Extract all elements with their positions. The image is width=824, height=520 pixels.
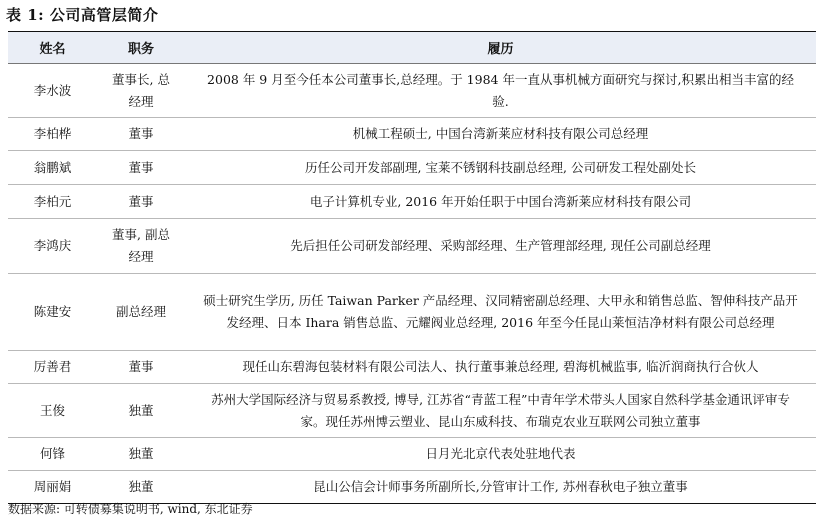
table-row [8,118,816,151]
table-header-row [8,32,816,64]
table-row [8,274,816,351]
cell-name: 何锋 [8,438,97,471]
header-bio: 履历 [185,32,816,64]
cell-name: 王俊 [8,384,97,438]
cell-bio: 历任公司开发部副理, 宝莱不锈钢科技副总经理, 公司研发工程处副处长 [185,151,816,185]
cell-position: 独董 [97,384,185,438]
cell-name: 李柏桦 [8,118,97,151]
header-name: 姓名 [8,32,97,64]
table-row [8,64,816,118]
cell-name: 李鸿庆 [8,219,97,274]
table-title: 表 1: 公司高管层简介 [6,6,159,24]
cell-name: 翁鹏斌 [8,151,97,185]
table-row [8,384,816,438]
table-row [8,185,816,219]
cell-bio: 先后担任公司研发部经理、采购部经理、生产管理部经理, 现任公司副总经理 [185,219,816,274]
cell-name: 李水波 [8,64,97,118]
cell-name: 李柏元 [8,185,97,219]
cell-position: 董事 [97,118,185,151]
cell-bio: 2008 年 9 月至今任本公司董事长,总经理。于 1984 年一直从事机械方面研究与探讨,积累出相当丰富的经验. [185,64,816,118]
cell-position: 独董 [97,471,185,504]
cell-bio: 电子计算机专业, 2016 年开始任职于中国台湾新莱应材科技有限公司 [185,185,816,219]
cell-name: 陈建安 [8,274,97,351]
executive-table [8,31,816,504]
table-row [8,471,816,504]
cell-bio: 昆山公信会计师事务所副所长,分管审计工作, 苏州春秋电子独立董事 [185,471,816,504]
cell-bio: 苏州大学国际经济与贸易系教授, 博导, 江苏省“青蓝工程”中青年学术带头人国家自然科学基金通讯评审专家。现任苏州博云塑业、昆山东威科技、布瑞克农业互联网公司独立董事 [185,384,816,438]
source-note: 数据来源: 可转债募集说明书, wind, 东北证券 [8,502,253,516]
table-row [8,151,816,185]
cell-bio: 日月光北京代表处驻地代表 [185,438,816,471]
header-position: 职务 [97,32,185,64]
table-row [8,438,816,471]
cell-position: 董事 [97,185,185,219]
cell-position: 副总经理 [97,274,185,351]
cell-position: 董事长, 总经理 [97,64,185,118]
cell-position: 董事, 副总经理 [97,219,185,274]
cell-position: 独董 [97,438,185,471]
cell-bio: 硕士研究生学历, 历任 Taiwan Parker 产品经理、汉同精密副总经理、大甲永和销售总监、智伸科技产品开发经理、日本 Ihara 销售总监、元耀阀业总经理, 2016 年至今任昆山莱恒洁净材料有限公司总经理 [185,274,816,351]
table-row [8,351,816,384]
cell-name: 厉善君 [8,351,97,384]
cell-bio: 机械工程硕士, 中国台湾新莱应材科技有限公司总经理 [185,118,816,151]
cell-position: 董事 [97,351,185,384]
cell-position: 董事 [97,151,185,185]
cell-name: 周丽娟 [8,471,97,504]
table-row [8,219,816,274]
cell-bio: 现任山东碧海包装材料有限公司法人、执行董事兼总经理, 碧海机械监事, 临沂润商执行合伙人 [185,351,816,384]
